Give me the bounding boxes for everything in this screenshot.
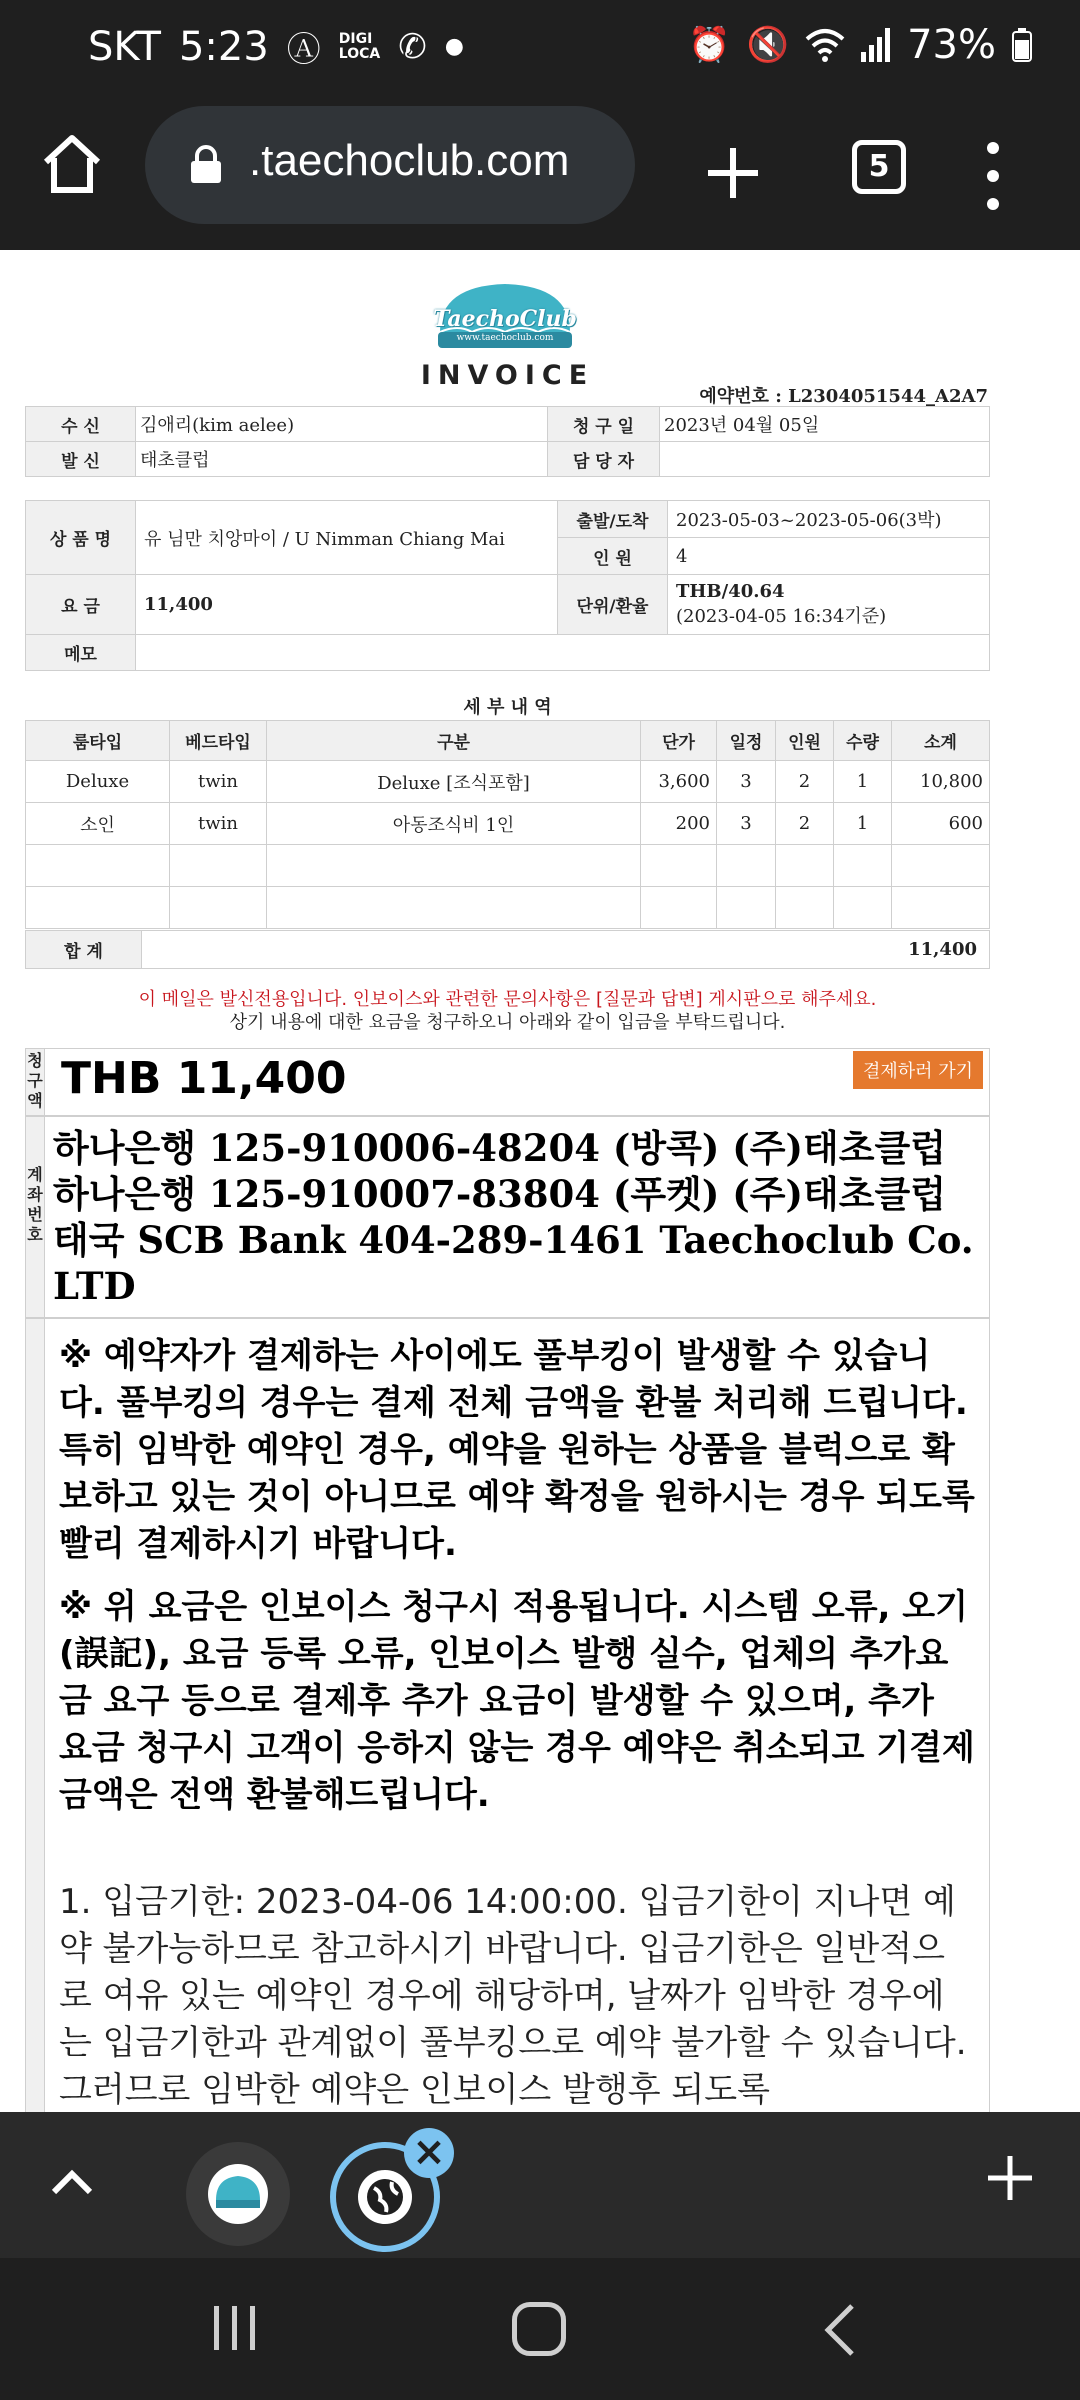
url-text[interactable]: .taechoclub.com — [249, 136, 570, 185]
billing-date-label: 청 구 일 — [548, 407, 660, 442]
amount-value: THB 11,400 — [61, 1053, 347, 1104]
logo-url: www.taechoclub.com — [456, 333, 554, 343]
notice-black: 상기 내용에 대한 요금을 청구하오니 아래와 같이 입금을 부탁드립니다. — [229, 1012, 786, 1033]
tab-active[interactable] — [330, 2129, 446, 2252]
a-circle-icon: Ⓐ — [286, 30, 321, 70]
people-value: 4 — [668, 538, 990, 575]
manager-label: 담 당 자 — [548, 442, 660, 477]
logo-name: TaechoClub — [433, 306, 577, 332]
tab-taechoclub[interactable] — [186, 2142, 290, 2246]
product-value: 유 님만 치앙마이 / U Nimman Chiang Mai — [136, 501, 558, 575]
amount-side-label: 청구액 — [25, 1048, 45, 1116]
battery-icon — [1012, 28, 1032, 62]
billing-date-value: 2023년 04월 05일 — [660, 407, 990, 442]
currency-cell — [668, 575, 990, 635]
cell: 600 — [892, 803, 990, 845]
note-full-booking: ※ 예약자가 결제하는 사이에도 풀부킹이 발생할 수 있습니다. 풀부킹의 경우는 결제 전체 금액을 환불 처리해 드립니다. 특히 임박한 예약인 경우, 예약을 원하는 상품을 블럭으로 확보하고 있는 것이 아니므로 예약 확정을 원하시는 경우 되도록 빨리 결제하시기 바랍니다. — [59, 1336, 975, 1564]
tab-switcher-button[interactable]: 5 — [852, 140, 906, 194]
cell: twin — [170, 761, 267, 803]
col-header: 단가 — [641, 721, 717, 761]
currency-label: 단위/환율 — [558, 575, 668, 635]
back-icon[interactable] — [820, 2302, 860, 2358]
col-header: 구분 — [267, 721, 641, 761]
col-header: 소계 — [892, 721, 990, 761]
invoice-title: INVOICE — [420, 360, 595, 391]
amount-box — [44, 1048, 990, 1116]
notification-dot-icon: ● — [444, 34, 464, 59]
col-header: 인원 — [776, 721, 834, 761]
bank-line: 태국 SCB Bank 404-289-1461 Taechoclub Co. LTD — [53, 1218, 974, 1308]
tab-strip — [0, 2112, 1080, 2258]
people-label: 인 원 — [558, 538, 668, 575]
cell: 3 — [717, 761, 776, 803]
cell: 2 — [776, 803, 834, 845]
total-label: 합 계 — [26, 931, 142, 969]
manager-value — [660, 442, 990, 477]
recent-apps-icon[interactable] — [210, 2302, 262, 2354]
product-label: 상 품 명 — [26, 501, 136, 575]
alarm-icon: ⏰ — [688, 25, 731, 65]
fee-value: 11,400 — [136, 575, 558, 635]
notes-side-col — [25, 1318, 45, 2112]
pay-button[interactable]: 결제하러 가기 — [853, 1051, 983, 1089]
invoice-header-table — [25, 406, 990, 477]
cell: 2 — [776, 761, 834, 803]
dates-label: 출발/도착 — [558, 501, 668, 538]
sender-label: 발 신 — [26, 442, 136, 477]
home-nav-icon[interactable] — [512, 2302, 566, 2356]
new-tab-icon[interactable] — [700, 140, 766, 206]
cell: Deluxe — [26, 761, 170, 803]
bank-line: 하나은행 125-910006-48204 (방콕) (주)태초클럽 — [53, 1126, 946, 1170]
table-row — [26, 803, 990, 845]
details-title: 세 부 내 역 — [463, 697, 552, 718]
table-row-empty — [26, 887, 990, 929]
clock: 5:23 — [178, 23, 269, 70]
sender-value: 태초클럽 — [136, 442, 548, 477]
total-value: 11,400 — [142, 931, 990, 969]
battery-percent: 73% — [907, 22, 996, 68]
notes-box — [44, 1318, 990, 2112]
url-bar[interactable] — [145, 106, 635, 224]
fee-label: 요 금 — [26, 575, 136, 635]
cell: 아동조식비 1인 — [267, 803, 641, 845]
note-fee-policy: ※ 위 요금은 인보이스 청구시 적용됩니다. 시스템 오류, 오기(誤記), 요금 등록 오류, 인보이스 발행 실수, 업체의 추가요금 요구 등으로 결제후 추가 요금이 발생할 수 있으며, 추가 요금 청구시 고객이 응하지 않는 경우 예약은 취소되고 기결제 금액은 전액 환불해드립니다. — [59, 1587, 975, 1815]
col-header: 일정 — [717, 721, 776, 761]
currency-value: THB/40.64 — [676, 581, 785, 602]
call-forward-icon: ✆ — [398, 26, 427, 67]
bank-accounts — [44, 1116, 990, 1318]
lock-icon — [189, 144, 223, 184]
cell: twin — [170, 803, 267, 845]
recipient-label: 수 신 — [26, 407, 136, 442]
col-header: 베드타입 — [170, 721, 267, 761]
cell: 200 — [641, 803, 717, 845]
table-row — [26, 761, 990, 803]
chevron-up-icon[interactable] — [46, 2156, 98, 2208]
cell: 1 — [834, 761, 892, 803]
add-tab-icon[interactable] — [984, 2152, 1036, 2204]
account-side-label: 계좌번호 — [25, 1116, 45, 1318]
carrier: SKT — [88, 23, 161, 70]
cell: 3 — [717, 803, 776, 845]
wifi-icon — [805, 27, 845, 63]
currency-note: (2023-04-05 16:34기준) — [676, 606, 887, 627]
status-right — [688, 22, 1032, 68]
taechoclub-logo[interactable] — [430, 280, 580, 352]
recipient-value: 김애리(kim aelee) — [136, 407, 548, 442]
col-header: 룸타입 — [26, 721, 170, 761]
cell: Deluxe [조식포함] — [267, 761, 641, 803]
note-deadline: 1. 입금기한: 2023-04-06 14:00:00. 입금기한이 지나면 예약 불가능하므로 참고하시기 바랍니다. 입금기한은 일반적으로 여유 있는 예약인 경우에 해당하며, 날짜가 임박한 경우에는 입금기한과 관계없이 풀부킹으로 예약 불가할 수 있습니다. 그러므로 임박한 예약은 인보이스 발행후 되도록 — [59, 1882, 967, 2110]
cell: 10,800 — [892, 761, 990, 803]
product-table — [25, 500, 990, 671]
total-table — [25, 930, 990, 969]
cell: 3,600 — [641, 761, 717, 803]
reservation-number: 예약번호 : L2304051544_A2A7 — [699, 386, 988, 407]
status-left — [88, 22, 464, 71]
signal-icon — [861, 28, 891, 62]
col-header: 수량 — [834, 721, 892, 761]
memo-value — [136, 635, 990, 671]
memo-label: 메모 — [26, 635, 136, 671]
status-bar — [0, 0, 1080, 100]
browser-toolbar — [0, 100, 1080, 250]
home-icon[interactable] — [38, 130, 106, 198]
globe-icon — [358, 2170, 412, 2224]
digiloca-icon: DIGI LOCA — [338, 30, 381, 62]
notice-red: 이 메일은 발신전용입니다. 인보이스와 관련한 문의사항은 [질문과 답변] 게시판으로 해주세요. — [138, 989, 877, 1010]
cell: 1 — [834, 803, 892, 845]
cell: 소인 — [26, 803, 170, 845]
table-row-empty — [26, 845, 990, 887]
taechoclub-favicon-icon — [208, 2164, 268, 2224]
system-nav-bar — [0, 2258, 1080, 2400]
more-menu-icon[interactable] — [978, 136, 1008, 216]
dates-value: 2023-05-03~2023-05-06(3박) — [668, 501, 990, 538]
bank-line: 하나은행 125-910007-83804 (푸켓) (주)태초클럽 — [53, 1172, 946, 1216]
details-table — [25, 720, 990, 929]
close-tab-icon[interactable]: × — [404, 2128, 454, 2178]
mute-icon: 🔇 — [746, 25, 790, 65]
invoice-page — [0, 250, 1080, 2112]
